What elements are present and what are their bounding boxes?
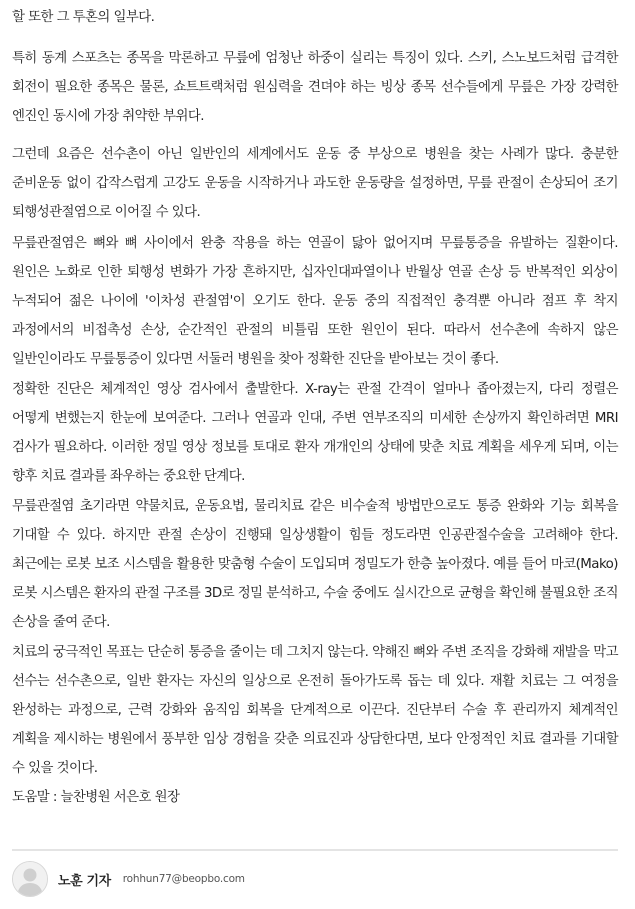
article-source-credit: 도움말 : 늘찬병원 서은호 원장 <box>12 790 180 805</box>
article-paragraph: 할 또한 그 투혼의 일부다. <box>12 10 155 25</box>
reporter-byline <box>12 860 245 898</box>
reporter-name[interactable]: 노훈 기자 <box>58 873 111 889</box>
article-paragraph: 정확한 진단은 체계적인 영상 검사에서 출발한다. X-ray는 관절 간격이 얼마나 좁아졌는지, 다리 정렬은 어떻게 변했는지 한눈에 보여준다. 그러나 연골과 인대, 주변 연부조직의 미세한 손상까지 확인하려면 MRI 검사가 필요하다. 이러한 정밀 영상 정보를 토대로 환자 개개인의 상태에 맞춘 치료 계획을 세우게 되며, 이는 향후 치료 결과를 좌우하는 중요한 단계다. <box>12 382 618 484</box>
user-avatar-icon[interactable] <box>12 861 48 897</box>
article-paragraph: 무릎관절염 초기라면 약물치료, 운동요법, 물리치료 같은 비수술적 방법만으로도 통증 완화와 기능 회복을 기대할 수 있다. 하지만 관절 손상이 진행돼 일상생활이 힘들 정도라면 인공관절수술을 고려해야 한다. 최근에는 로봇 보조 시스템을 활용한 맞춤형 수술이 도입되며 정밀도가 한층 높아졌다. 예를 들어 마코(Mako) 로봇 시스템은 환자의 관절 구조를 3D로 정밀 분석하고, 수술 중에도 실시간으로 균형을 확인해 불필요한 조직 손상을 줄여 준다. <box>12 499 618 630</box>
article-paragraph: 그런데 요즘은 선수촌이 아닌 일반인의 세계에서도 운동 중 부상으로 병원을 찾는 사례가 많다. 충분한 준비운동 없이 갑작스럽게 고강도 운동을 시작하거나 과도한 운동량을 설정하면, 무릎 관절이 손상되어 조기 퇴행성관절염으로 이어질 수 있다. <box>12 147 618 220</box>
article-paragraph: 치료의 궁극적인 목표는 단순히 통증을 줄이는 데 그치지 않는다. 약해진 뼈와 주변 조직을 강화해 재발을 막고 선수는 선수촌으로, 일반 환자는 자신의 일상으로 온전히 돌아가도록 돕는 데 있다. 재활 치료는 그 여정을 완성하는 과정으로, 근력 강화와 움직임 회복을 단계적으로 이끈다. 진단부터 수술 후 관리까지 체계적인 계획을 제시하는 병원에서 풍부한 임상 경험을 갖춘 의료진과 상담한다면, 보다 안정적인 치료 결과를 기대할 수 있을 것이다. <box>12 645 618 776</box>
byline-divider <box>12 849 618 851</box>
reporter-email[interactable]: rohhun77@beopbo.com <box>122 873 245 885</box>
article-paragraph: 특히 동계 스포츠는 종목을 막론하고 무릎에 엄청난 하중이 실리는 특징이 있다. 스키, 스노보드처럼 급격한 회전이 필요한 종목은 물론, 쇼트트랙처럼 원심력을 견뎌야 하는 빙상 종목 선수들에게 무릎은 가장 강력한 엔진인 동시에 가장 취약한 부위다. <box>12 51 618 124</box>
article-paragraph: 무릎관절염은 뼈와 뼈 사이에서 완충 작용을 하는 연골이 닳아 없어지며 무릎통증을 유발하는 질환이다. 원인은 노화로 인한 퇴행성 변화가 가장 흔하지만, 십자인대파열이나 반월상 연골 손상 등 반복적인 외상이 누적되어 젊은 나이에 '이차성 관절염'이 오기도 한다. 운동 중의 직접적인 충격뿐 아니라 점프 후 착지 과정에서의 비접촉성 손상, 순간적인 관절의 비틀림 또한 원인이 된다. 따라서 선수촌에 속하지 않은 일반인이라도 무릎통증이 있다면 서둘러 병원을 찾아 정확한 진단을 받아보는 것이 좋다. <box>12 236 618 367</box>
